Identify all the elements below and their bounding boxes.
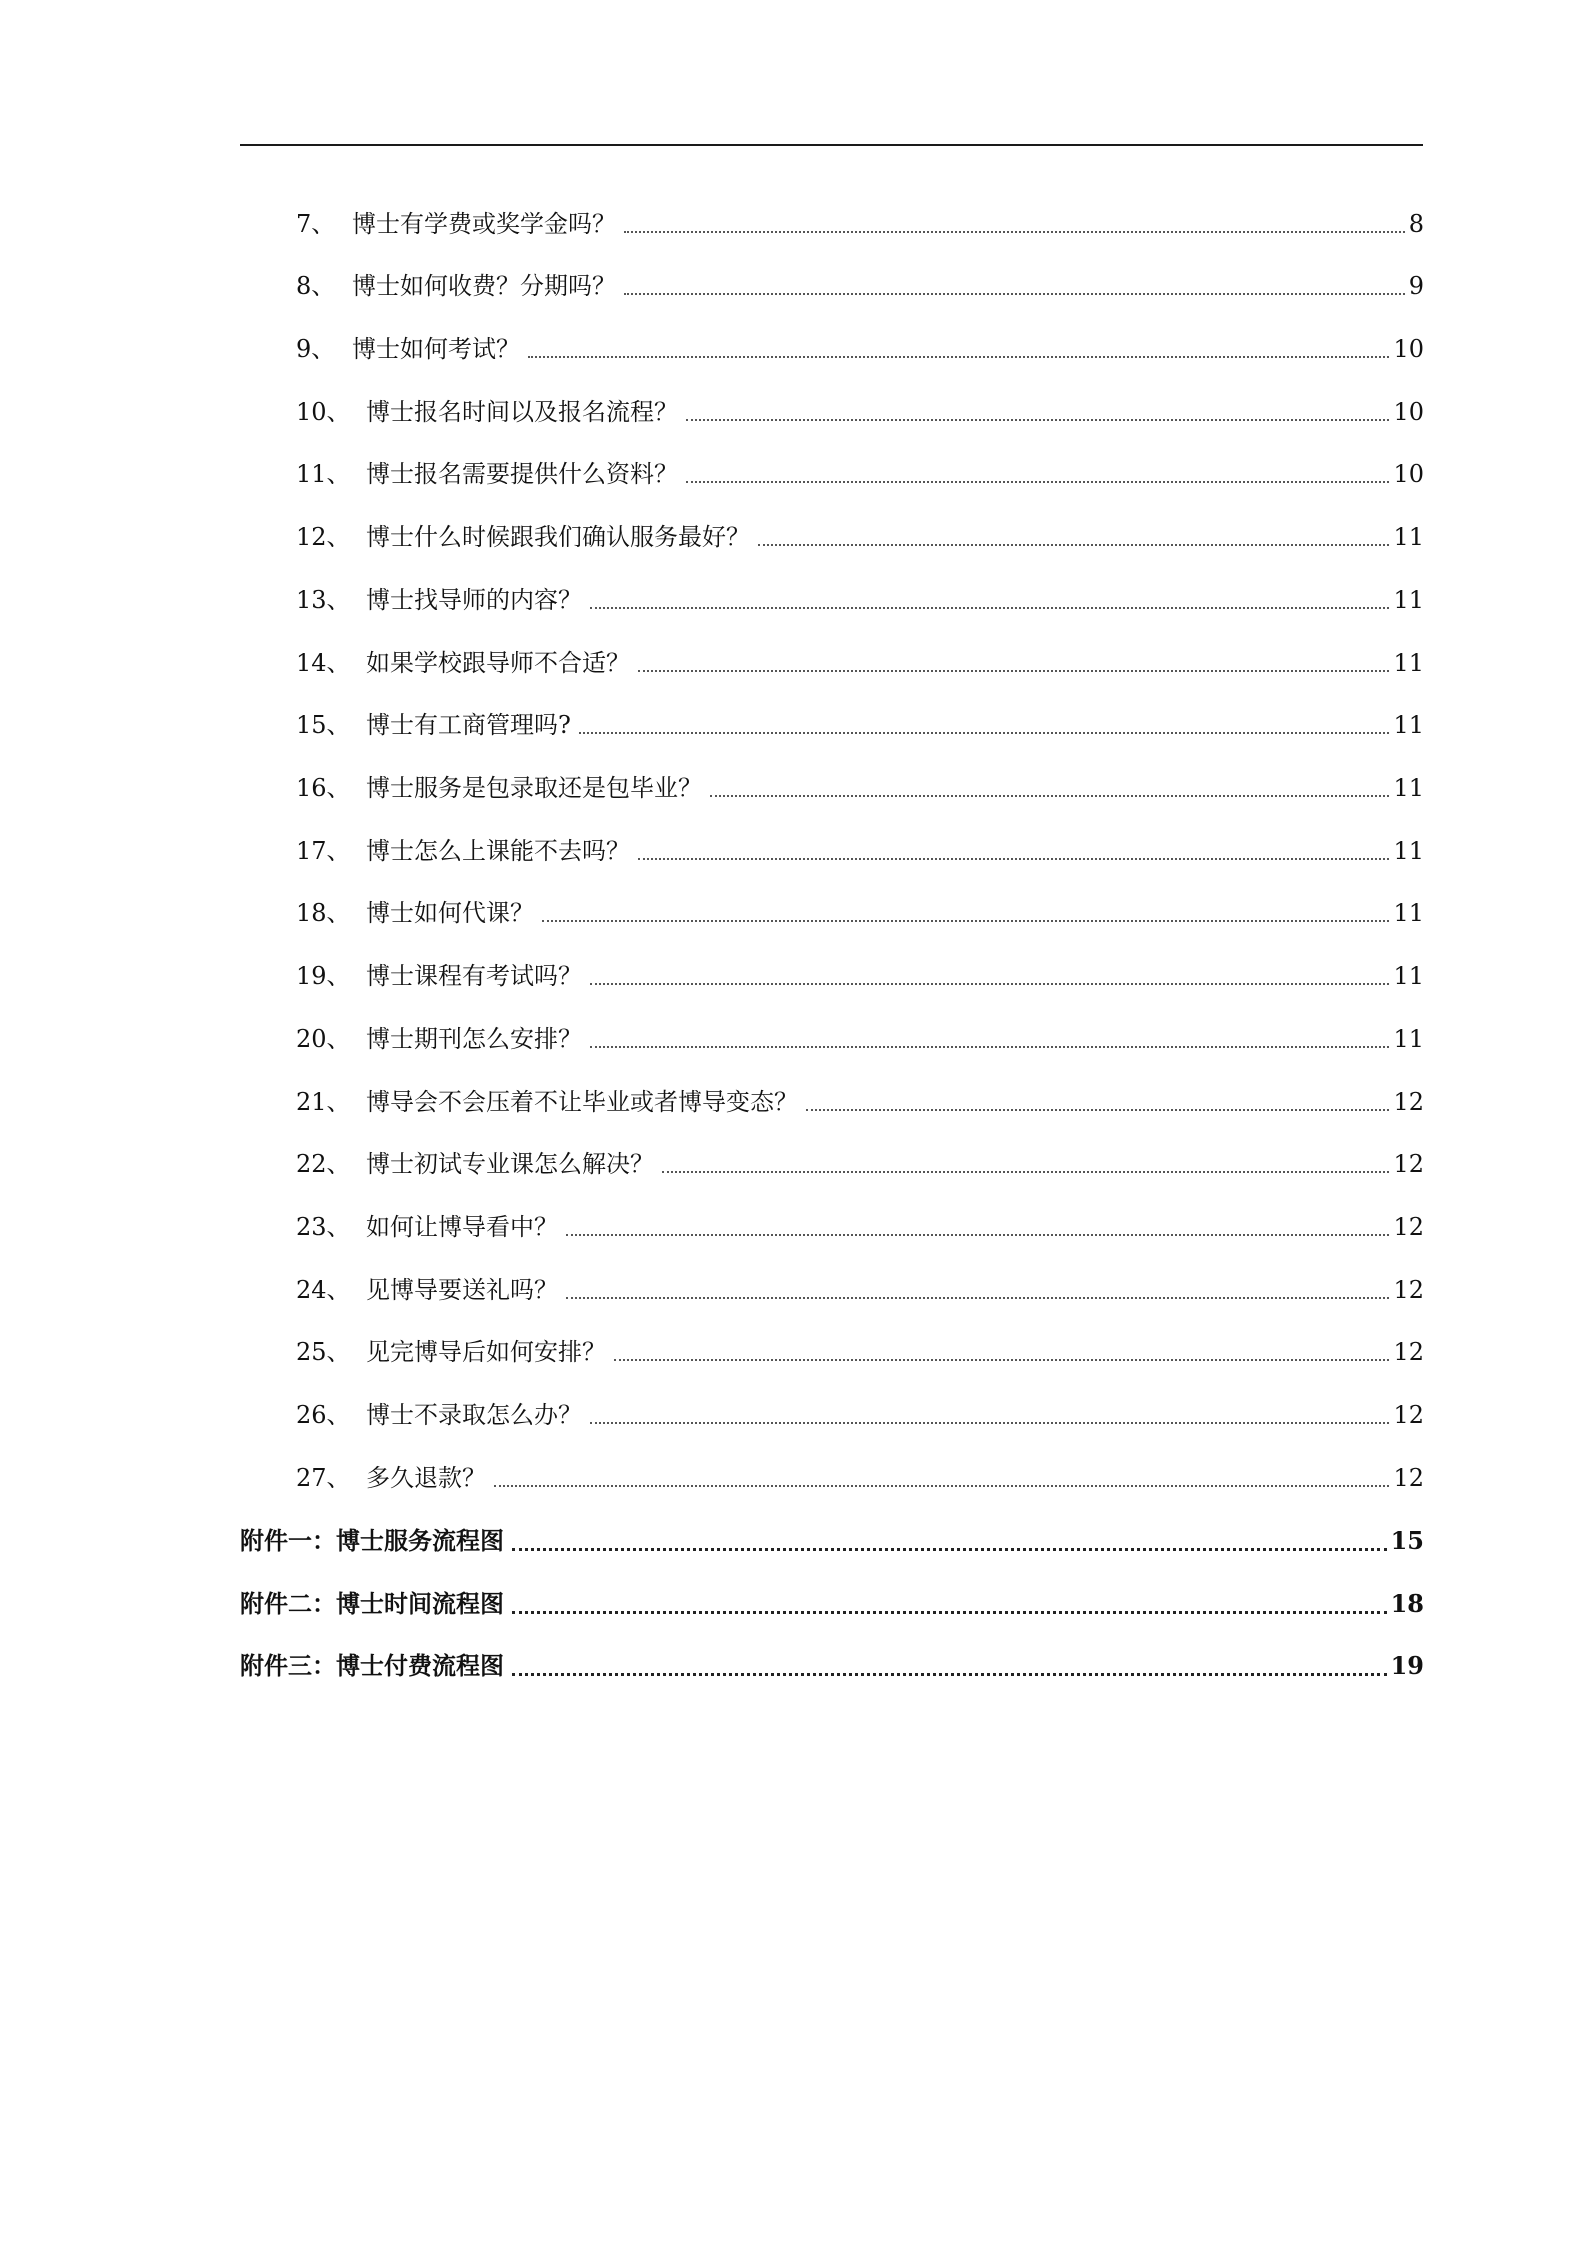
- toc-entry-title: 博士找导师的内容？: [366, 586, 582, 614]
- dot-leader: [638, 858, 1389, 860]
- toc-entry-page: 11: [1393, 899, 1424, 927]
- toc-entry-title: 博士有工商管理吗?: [366, 711, 571, 739]
- toc-entry[interactable]: [296, 268, 1424, 304]
- dot-leader: [590, 607, 1389, 609]
- toc-entry-page: 12: [1393, 1276, 1424, 1304]
- toc-entry-title: 博士报名时间以及报名流程？: [366, 398, 678, 426]
- dot-leader: [566, 1297, 1389, 1299]
- toc-entry-page: 10: [1393, 398, 1424, 426]
- toc-entry-title: 博士什么时候跟我们确认服务最好？: [366, 523, 750, 551]
- dot-leader: [686, 481, 1389, 483]
- toc-entry[interactable]: [296, 1272, 1424, 1308]
- toc-entry-page: 10: [1393, 460, 1424, 488]
- toc-entry-number: 20、: [296, 1025, 351, 1053]
- toc-entry-title: 博士报名需要提供什么资料？: [366, 460, 678, 488]
- dot-leader: [806, 1109, 1389, 1111]
- toc-entry-title: 博士如何代课？: [366, 899, 534, 927]
- dot-leader: [512, 1673, 1387, 1676]
- dot-leader: [512, 1548, 1387, 1551]
- dot-leader: [614, 1359, 1389, 1361]
- toc-entry-page: 12: [1393, 1464, 1424, 1492]
- toc-entry[interactable]: [296, 1460, 1424, 1496]
- toc-entry[interactable]: [296, 582, 1424, 618]
- toc-entry-page: 11: [1393, 586, 1424, 614]
- dot-leader: [710, 795, 1389, 797]
- toc-entry-title: 博士如何收费？分期吗？: [352, 272, 616, 300]
- toc-entry-page: 11: [1393, 649, 1424, 677]
- toc-entry-number: 13、: [296, 586, 351, 614]
- dot-leader: [638, 670, 1389, 672]
- toc-entry[interactable]: [296, 1397, 1424, 1433]
- toc-entry[interactable]: [296, 895, 1424, 931]
- toc-entry-page: 11: [1393, 711, 1424, 739]
- toc-entry-page: 8: [1408, 210, 1424, 238]
- toc-entry[interactable]: [296, 394, 1424, 430]
- toc-entry-number: 23、: [296, 1213, 351, 1241]
- dot-leader: [494, 1485, 1389, 1487]
- dot-leader: [590, 1046, 1389, 1048]
- toc-entry-title: 博士不录取怎么办？: [366, 1401, 582, 1429]
- dot-leader: [686, 419, 1389, 421]
- toc-entry[interactable]: [296, 707, 1424, 743]
- toc-entry-page: 11: [1393, 523, 1424, 551]
- toc-appendix-entry[interactable]: [240, 1586, 1424, 1622]
- dot-leader: [590, 983, 1389, 985]
- toc-entry-number: 26、: [296, 1401, 351, 1429]
- toc-entry-page: 11: [1393, 774, 1424, 802]
- toc-entry-page: 10: [1393, 335, 1424, 363]
- toc-entry-page: 12: [1393, 1338, 1424, 1366]
- toc-entry-page: 15: [1390, 1526, 1424, 1555]
- toc-appendix-entry[interactable]: [240, 1648, 1424, 1684]
- toc-entry-title: 见博导要送礼吗？: [366, 1276, 558, 1304]
- toc-entry-number: 22、: [296, 1150, 351, 1178]
- toc-entry-page: 9: [1408, 272, 1424, 300]
- dot-leader: [512, 1611, 1387, 1614]
- toc-entry-number: 14、: [296, 649, 351, 677]
- toc-entry-title: 博士怎么上课能不去吗？: [366, 837, 630, 865]
- dot-leader: [579, 732, 1390, 734]
- toc-entry[interactable]: [296, 770, 1424, 806]
- toc-entry-title: 博导会不会压着不让毕业或者博导变态？: [366, 1088, 798, 1116]
- toc-entry-title: 如何让博导看中？: [366, 1213, 558, 1241]
- toc-entry-page: 19: [1390, 1651, 1424, 1680]
- toc-entry[interactable]: [296, 206, 1424, 242]
- toc-entry-number: 15、: [296, 711, 351, 739]
- dot-leader: [566, 1234, 1389, 1236]
- toc-entry-number: 27、: [296, 1464, 351, 1492]
- toc-entry-number: 19、: [296, 962, 351, 990]
- toc-entry-title: 博士如何考试？: [352, 335, 520, 363]
- dot-leader: [590, 1422, 1389, 1424]
- dot-leader: [542, 920, 1389, 922]
- toc-appendix-entry[interactable]: [240, 1523, 1424, 1559]
- toc-entry[interactable]: [296, 958, 1424, 994]
- toc-entry[interactable]: [296, 331, 1424, 367]
- dot-leader: [528, 356, 1389, 358]
- toc-entry-page: 18: [1390, 1589, 1424, 1618]
- toc-entry[interactable]: [296, 645, 1424, 681]
- toc-entry[interactable]: [296, 1021, 1424, 1057]
- toc-entry[interactable]: [296, 833, 1424, 869]
- toc-entry-page: 11: [1393, 837, 1424, 865]
- toc-entry[interactable]: [296, 519, 1424, 555]
- toc-entry-title: 附件三：博士付费流程图: [240, 1651, 504, 1680]
- toc-entry-title: 博士初试专业课怎么解决？: [366, 1150, 654, 1178]
- toc-entry-page: 11: [1393, 1025, 1424, 1053]
- toc-entry-number: 11、: [296, 460, 351, 488]
- toc-entry[interactable]: [296, 1084, 1424, 1120]
- toc-entry-number: 9、: [296, 335, 336, 363]
- toc-entry[interactable]: [296, 1209, 1424, 1245]
- dot-leader: [624, 293, 1405, 295]
- toc-entry-title: 博士课程有考试吗？: [366, 962, 582, 990]
- toc-entry-number: 17、: [296, 837, 351, 865]
- toc-entry-number: 7、: [296, 210, 336, 238]
- dot-leader: [758, 544, 1389, 546]
- toc-entry-number: 24、: [296, 1276, 351, 1304]
- toc-entry-number: 12、: [296, 523, 351, 551]
- toc-entry-page: 11: [1393, 962, 1424, 990]
- toc-entry-number: 10、: [296, 398, 351, 426]
- toc-entry-page: 12: [1393, 1213, 1424, 1241]
- toc-entry-title: 博士有学费或奖学金吗？: [352, 210, 616, 238]
- toc-entry-title: 见完博导后如何安排？: [366, 1338, 606, 1366]
- toc-entry-title: 如果学校跟导师不合适？: [366, 649, 630, 677]
- toc-entry-number: 16、: [296, 774, 351, 802]
- toc-entry-page: 12: [1393, 1088, 1424, 1116]
- toc-entry-title: 博士服务是包录取还是包毕业？: [366, 774, 702, 802]
- toc-entry-title: 博士期刊怎么安排？: [366, 1025, 582, 1053]
- toc-entry[interactable]: [296, 1334, 1424, 1370]
- toc-entry-number: 18、: [296, 899, 351, 927]
- toc-entry-number: 8、: [296, 272, 336, 300]
- toc-entry[interactable]: [296, 1146, 1424, 1182]
- dot-leader: [662, 1171, 1389, 1173]
- dot-leader: [624, 231, 1405, 233]
- toc-entry-title: 附件二：博士时间流程图: [240, 1589, 504, 1618]
- toc-entry-title: 附件一：博士服务流程图: [240, 1526, 504, 1555]
- toc-entry-page: 12: [1393, 1401, 1424, 1429]
- toc-entry-number: 21、: [296, 1088, 351, 1116]
- toc-entry-number: 25、: [296, 1338, 351, 1366]
- toc-entry[interactable]: [296, 456, 1424, 492]
- toc-entry-title: 多久退款？: [366, 1464, 486, 1492]
- toc-entry-page: 12: [1393, 1150, 1424, 1178]
